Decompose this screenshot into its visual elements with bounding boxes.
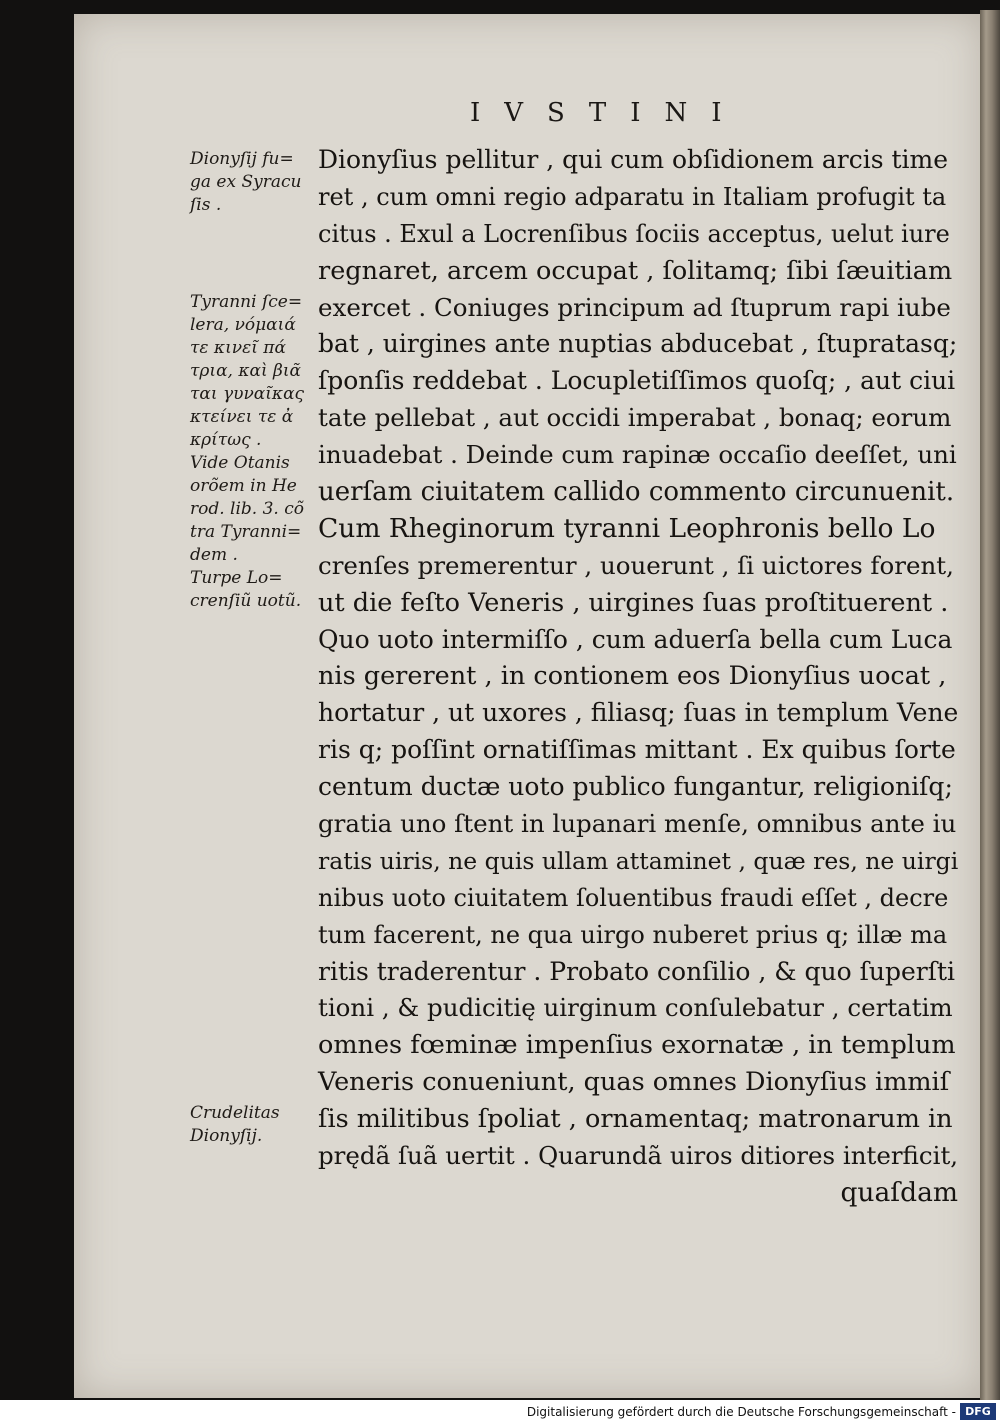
- main-text-block: [318, 142, 958, 1212]
- text-line: uerſam ciuitatem callido commento circunuenit.: [318, 477, 955, 508]
- marginal-note-line: ga ex Syracu: [190, 172, 302, 192]
- text-line: bat , uirgines ante nuptias abducebat , ſtupratasq;: [318, 329, 958, 359]
- text-line: ritis traderentur . Probato conſilio , & quo ſuperſti: [318, 956, 956, 986]
- text-line: ſponſis reddebat . Locupletiſſimos quoſq; , aut ciui: [318, 366, 956, 396]
- text-line: nibus uoto ciuitatem ſoluentibus fraudi eſſet , decre: [318, 883, 949, 912]
- marginal-note-line: ſis .: [190, 195, 222, 215]
- marginal-note-line: dem .: [190, 545, 238, 565]
- marginal-note-cruelty: [190, 1102, 312, 1148]
- catchword: quaſdam: [840, 1176, 958, 1208]
- marginal-note-line: crenſiũ uotũ.: [190, 591, 302, 611]
- text-line: Quo uoto intermiſſo , cum aduerſa bella cum Luca: [318, 624, 953, 654]
- marginal-note-tyranny: [190, 291, 312, 613]
- marginal-note-line: κρίτως .: [190, 430, 262, 450]
- text-line: omnes fœminæ impenſius exornatæ , in templum: [318, 1030, 956, 1061]
- marginal-note-line: Vide Otanis: [190, 453, 290, 473]
- marginal-note-line: tra Tyranni=: [190, 522, 302, 542]
- text-line: hortatur , ut uxores , filiasq; ſuas in templum Vene: [318, 698, 959, 728]
- text-line: ſis militibus ſpoliat , ornamentaq; matronarum in: [318, 1104, 953, 1135]
- text-line: tate pellebat , aut occidi imperabat , bonaq; eorum: [318, 403, 952, 433]
- marginal-note-line: Tyranni ſce=: [190, 292, 303, 312]
- text-line: Cum Rheginorum tyranni Leophronis bello Lo: [318, 512, 936, 544]
- marginal-note-line: orõem in He: [190, 476, 297, 496]
- dfg-logo: DFG: [960, 1403, 996, 1420]
- page-edge: [980, 10, 1000, 1400]
- marginal-note-line: Dionyſij.: [190, 1126, 263, 1146]
- text-line: nis gererent , in contionem eos Dionyſius uocat ,: [318, 661, 947, 692]
- marginal-note-line: rod. lib. 3. cõ: [190, 499, 304, 519]
- marginal-note-line: Crudelitas: [190, 1103, 280, 1123]
- text-line: centum ductæ uoto publico fungantur, religioniſq;: [318, 772, 953, 802]
- text-line: Dionyſius pellitur , qui cum obſidionem arcis time: [318, 145, 949, 174]
- marginal-note-line: κτείνει τε ἀ: [190, 407, 294, 427]
- marginal-note-line: ται γυναῖκας: [190, 384, 305, 404]
- marginal-note-line: lera, νόμαιά: [190, 315, 296, 335]
- text-line: ratis uiris, ne quis ullam attaminet , quæ res, ne uirgi: [318, 846, 959, 875]
- funding-credit: Digitalisierung gefördert durch die Deutsche Forschungsgemeinschaft -: [526, 1405, 956, 1419]
- marginal-note-line: τε κινεῖ πά: [190, 338, 286, 358]
- marginal-note-flight: [190, 148, 312, 217]
- text-line: inuadebat . Deinde cum rapinæ occaſio deeſſet, uni: [318, 440, 957, 470]
- text-line: tum facerent, ne qua uirgo nuberet prius q; illæ ma: [318, 920, 948, 949]
- footer-bar: [0, 1400, 1000, 1424]
- text-line: ut die feſto Veneris , uirgines ſuas proſtituerent .: [318, 587, 949, 618]
- text-line: prędã ſuã uertit . Quarundã uiros ditiores interficit,: [318, 1141, 959, 1171]
- text-line: exercet . Coniuges principum ad ſtuprum rapi iube: [318, 292, 951, 322]
- text-line: Veneris conueniunt, quas omnes Dionyſius immiſ: [318, 1067, 950, 1098]
- text-line: crenſes premerentur , uouerunt , ſi uictores forent,: [318, 550, 954, 580]
- text-line: citus . Exul a Locrenſibus ſociis acceptus, uelut iure: [318, 219, 950, 248]
- marginal-note-line: Dionyſij fu=: [190, 149, 294, 169]
- text-line: ris q; poſſint ornatiſſimas mittant . Ex quibus ſorte: [318, 735, 956, 765]
- text-line: regnaret, arcem occupat , ſolitamq; ſibi ſæuitiam: [318, 255, 953, 286]
- text-line: tioni , & pudicitię uirginum conſulebatur , certatim: [318, 993, 953, 1023]
- text-line: ret , cum omni regio adparatu in Italiam profugit ta: [318, 182, 947, 211]
- marginal-note-line: τρια, καὶ βιᾶ: [190, 361, 302, 381]
- running-head: IVSTINI: [470, 98, 746, 128]
- marginal-note-line: Turpe Lo=: [190, 568, 283, 588]
- text-line: gratia uno ſtent in lupanari menſe, omnibus ante iu: [318, 809, 957, 839]
